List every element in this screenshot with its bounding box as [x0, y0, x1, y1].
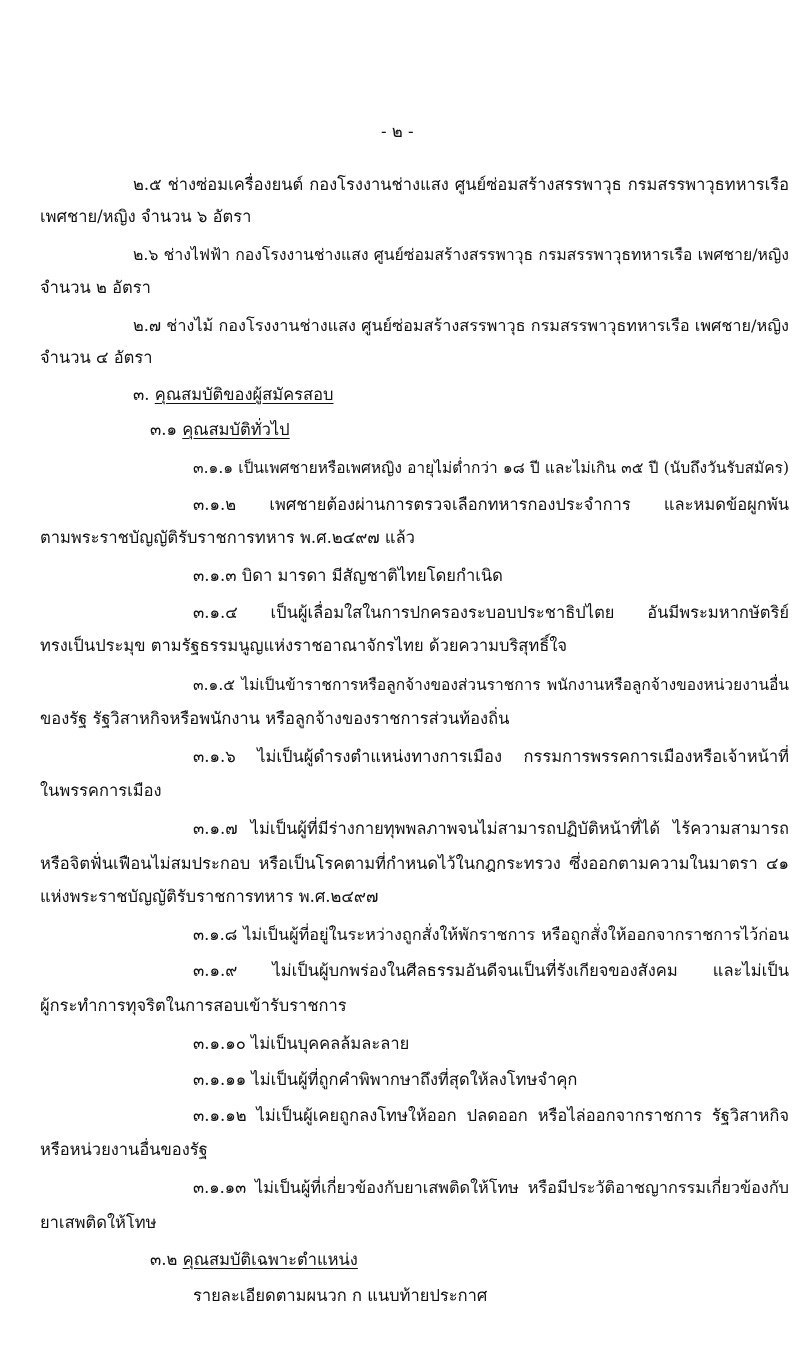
item-2-7-line2: จำนวน ๔ อัตรา: [40, 348, 153, 367]
item-2-5-line2: เพศชาย/หญิง จำนวน ๖ อัตรา: [40, 207, 252, 226]
qual-3-1-9-line1: ๓.๑.๙ ไม่เป็นผู้บกพร่องในศีลธรรมอันดีจนเป็นที่รังเกียจของสังคม และไม่เป็น: [193, 961, 789, 980]
qual-3-1-1-line1: ๓.๑.๑ เป็นเพศชายหรือเพศหญิง อายุไม่ต่ำกว่า ๑๘ ปี และไม่เกิน ๓๕ ปี (นับถึงวันรับสมัคร): [193, 459, 789, 477]
subsection-3-1-title: คุณสมบัติทั่วไป: [182, 420, 290, 439]
item-2-7-line1: ๒.๗ ช่างไม้ กองโรงงานช่างแสง ศูนย์ซ่อมสร้างสรรพาวุธ กรมสรรพาวุธทหารเรือ เพศชาย/หญิง: [133, 316, 789, 335]
subsection-3-1-number: ๓.๑: [150, 420, 177, 439]
subsection-3-1-heading: [150, 419, 290, 441]
qual-3-1-13-line1: ๓.๑.๑๓ ไม่เป็นผู้ที่เกี่ยวข้องกับยาเสพติดให้โทษ หรือมีประวัติอาชญากรรมเกี่ยวข้องกับ: [193, 1178, 789, 1197]
qual-3-1-6-line1: ๓.๑.๖ ไม่เป็นผู้ดำรงตำแหน่งทางการเมือง กรรมการพรรคการเมืองหรือเจ้าหน้าที่: [193, 747, 789, 766]
qual-3-1-5-line2: ของรัฐ รัฐวิสาหกิจหรือพนักงาน หรือลูกจ้างของราชการส่วนท้องถิ่น: [40, 709, 510, 728]
section-3-title: คุณสมบัติของผู้สมัครสอบ: [154, 385, 334, 404]
section-3-heading: [133, 384, 333, 406]
item-2-6-line2: จำนวน ๒ อัตรา: [40, 278, 151, 297]
qual-3-1-4-line2: ทรงเป็นประมุข ตามรัฐธรรมนูญแห่งราชอาณาจักรไทย ด้วยความบริสุทธิ์ใจ: [40, 636, 568, 655]
qual-3-1-7-line1: ๓.๑.๗ ไม่เป็นผู้ที่มีร่างกายทุพพลภาพจนไม่สามารถปฏิบัติหน้าที่ได้ ไร้ความสามารถ: [193, 819, 789, 838]
qual-3-1-10-line1: ๓.๑.๑๐ ไม่เป็นบุคคลล้มละลาย: [193, 1034, 410, 1053]
qual-3-1-2-line1: ๓.๑.๒ เพศชายต้องผ่านการตรวจเลือกทหารกองประจำการ และหมดข้อผูกพัน: [193, 495, 789, 514]
qual-3-1-13-line2: ยาเสพติดให้โทษ: [40, 1213, 157, 1232]
qual-3-1-4-line1: ๓.๑.๔ เป็นผู้เลื่อมใสในการปกครองระบอบประชาธิปไตย อันมีพระมหากษัตริย์: [193, 603, 789, 622]
item-2-6-line1: ๒.๖ ช่างไฟฟ้า กองโรงงานช่างแสง ศูนย์ซ่อมสร้างสรรพาวุธ กรมสรรพาวุธทหารเรือ เพศชาย/หญิง: [133, 245, 789, 264]
subsection-3-2-number: ๓.๒: [150, 1250, 178, 1269]
subsection-3-2-title: คุณสมบัติเฉพาะตำแหน่ง: [182, 1250, 358, 1269]
section-3-number: ๓.: [133, 385, 150, 404]
qual-3-1-12-line2: หรือหน่วยงานอื่นของรัฐ: [40, 1140, 208, 1159]
qual-3-1-6-line2: ในพรรคการเมือง: [40, 781, 162, 800]
subsection-3-2-heading: [150, 1249, 358, 1271]
qual-3-1-7-line2: หรือจิตฟั่นเฟือนไม่สมประกอบ หรือเป็นโรคตามที่กำหนดไว้ในกฎกระทรวง ซึ่งออกตามความในมาตรา ๔๑: [40, 854, 789, 873]
qual-3-1-9-line2: ผู้กระทำการทุจริตในการสอบเข้ารับราชการ: [40, 996, 347, 1015]
qual-3-1-5-line1: ๓.๑.๕ ไม่เป็นข้าราชการหรือลูกจ้างของส่วนราชการ พนักงานหรือลูกจ้างของหน่วยงานอื่น: [193, 676, 789, 694]
item-2-5-line1: ๒.๕ ช่างซ่อมเครื่องยนต์ กองโรงงานช่างแสง ศูนย์ซ่อมสร้างสรรพาวุธ กรมสรรพาวุธทหารเรือ: [133, 175, 789, 194]
qual-3-1-7-line3: แห่งพระราชบัญญัติรับราชการทหาร พ.ศ.๒๔๙๗: [40, 887, 379, 906]
qual-3-1-12-line1: ๓.๑.๑๒ ไม่เป็นผู้เคยถูกลงโทษให้ออก ปลดออก หรือไล่ออกจากราชการ รัฐวิสาหกิจ: [193, 1106, 789, 1125]
qual-3-1-11-line1: ๓.๑.๑๑ ไม่เป็นผู้ที่ถูกคำพิพากษาถึงที่สุดให้ลงโทษจำคุก: [193, 1070, 578, 1089]
subsection-3-2-detail: รายละเอียดตามผนวก ก แนบท้ายประกาศ: [193, 1286, 488, 1305]
qual-3-1-2-line2: ตามพระราชบัญญัติรับราชการทหาร พ.ศ.๒๔๙๗ แล้ว: [40, 528, 415, 547]
page-number: - ๒ -: [381, 122, 414, 141]
qual-3-1-3-line1: ๓.๑.๓ บิดา มารดา มีสัญชาติไทยโดยกำเนิด: [193, 566, 503, 585]
qual-3-1-8-line1: ๓.๑.๘ ไม่เป็นผู้ที่อยู่ในระหว่างถูกสั่งให้พักราชการ หรือถูกสั่งให้ออกจากราชการไว้ก่อน: [193, 925, 789, 944]
